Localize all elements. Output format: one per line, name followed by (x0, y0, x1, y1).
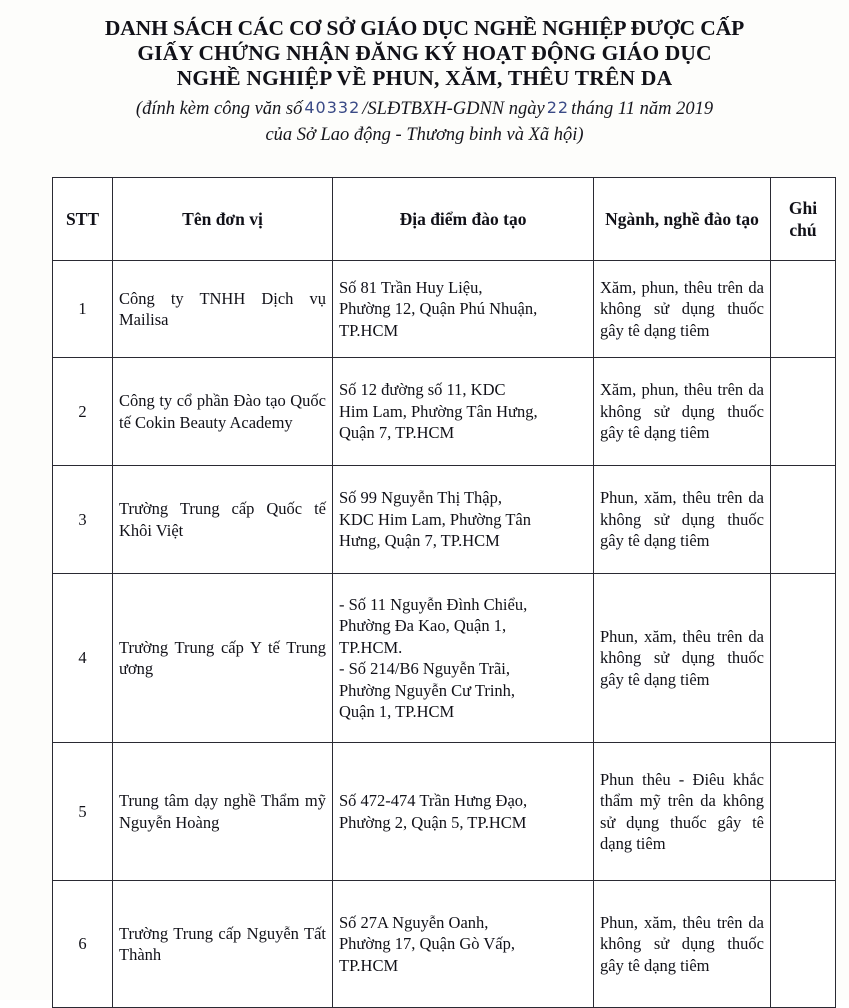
table-header (53, 178, 836, 261)
cell-unit-name: Công ty cổ phần Đào tạo Quốc tế Cokin Beauty Academy (113, 358, 333, 466)
cell-stt: 6 (53, 881, 113, 1008)
cell-stt: 2 (53, 358, 113, 466)
cell-unit-name: Trung tâm dạy nghề Thẩm mỹ Nguyễn Hoàng (113, 743, 333, 881)
cell-unit-name: Trường Trung cấp Y tế Trung ương (113, 574, 333, 743)
cell-training-location (333, 466, 594, 574)
cell-note (771, 466, 836, 574)
cell-note (771, 574, 836, 743)
cell-note (771, 358, 836, 466)
column-header-training-field: Ngành, nghề đào tạo (594, 178, 771, 261)
table-row (53, 743, 836, 881)
table-body (53, 261, 836, 1008)
cell-stt: 5 (53, 743, 113, 881)
cell-training-location (333, 743, 594, 881)
address-line: Phường 12, Quận Phú Nhuận, (339, 299, 538, 319)
column-header-note: Ghi chú (771, 178, 836, 261)
cell-note (771, 261, 836, 358)
cell-training-field: Xăm, phun, thêu trên da không sử dụng thuốc gây tê dạng tiêm (594, 358, 771, 466)
address-line: Phường 17, Quận Gò Vấp, (339, 934, 515, 954)
document-title-line-1: DANH SÁCH CÁC CƠ SỞ GIÁO DỤC NGHỀ NGHIỆP ĐƯỢC CẤP (104, 16, 745, 40)
address-line: - Số 214/B6 Nguyễn Trãi, (339, 659, 510, 678)
address-line: TP.HCM (339, 320, 399, 340)
cell-unit-name: Công ty TNHH Dịch vụ Mailisa (113, 261, 333, 358)
cell-note (771, 743, 836, 881)
subtitle-prefix: (đính kèm công văn số (135, 99, 303, 119)
address-line: Số 27A Nguyễn Oanh, (339, 912, 489, 932)
table-row (53, 574, 836, 743)
address-line: Quận 7, TP.HCM (339, 423, 455, 443)
address-line: Số 81 Trần Huy Liệu, (339, 277, 483, 297)
cell-training-field: Phun, xăm, thêu trên da không sử dụng thuốc gây tê dạng tiêm (594, 881, 771, 1008)
cell-training-field: Phun thêu - Điêu khắc thẩm mỹ trên da không sử dụng thuốc gây tê dạng tiêm (594, 743, 771, 881)
cell-note (771, 881, 836, 1008)
address-line: Phường Nguyễn Cư Trinh, (339, 680, 516, 700)
cell-stt: 3 (53, 466, 113, 574)
handwritten-document-number: 40332 (304, 98, 361, 117)
address-line: Số 99 Nguyễn Thị Thập, (339, 488, 503, 508)
column-header-unit-name: Tên đơn vị (113, 178, 333, 261)
table-row (53, 466, 836, 574)
address-line: Him Lam, Phường Tân Hưng, (339, 401, 538, 421)
cell-stt: 1 (53, 261, 113, 358)
column-header-stt: STT (53, 178, 113, 261)
table-row (53, 881, 836, 1008)
address-line: TP.HCM. (339, 637, 403, 657)
cell-training-location (333, 881, 594, 1008)
cell-training-field: Xăm, phun, thêu trên da không sử dụng thuốc gây tê dạng tiêm (594, 261, 771, 358)
document-header (0, 0, 849, 148)
address-line: Quận 1, TP.HCM (339, 702, 455, 721)
subtitle-suffix: tháng 11 năm 2019 (571, 99, 714, 119)
cell-unit-name: Trường Trung cấp Nguyễn Tất Thành (113, 881, 333, 1008)
address-line: - Số 11 Nguyễn Đình Chiểu, (339, 594, 528, 614)
address-line: TP.HCM (339, 955, 399, 975)
table-row (53, 261, 836, 358)
cell-training-field: Phun, xăm, thêu trên da không sử dụng thuốc gây tê dạng tiêm (594, 574, 771, 743)
table-header-row (53, 178, 836, 261)
document-subtitle-line-1 (0, 96, 849, 122)
subtitle-middle: /SLĐTBXH-GDNN ngày (362, 99, 545, 119)
document-title-line-2: GIẤY CHỨNG NHẬN ĐĂNG KÝ HOẠT ĐỘNG GIÁO DỤC (137, 41, 712, 65)
handwritten-day: 22 (546, 98, 570, 117)
registration-table-container (52, 177, 835, 1008)
cell-training-location (333, 261, 594, 358)
address-line: Số 472-474 Trần Hưng Đạo, (339, 791, 528, 810)
document-subtitle-line-2: của Sở Lao động - Thương binh và Xã hội) (265, 125, 584, 145)
cell-training-location (333, 358, 594, 466)
address-line: KDC Him Lam, Phường Tân (339, 509, 531, 529)
cell-unit-name: Trường Trung cấp Quốc tế Khôi Việt (113, 466, 333, 574)
address-line: Phường Đa Kao, Quận 1, (339, 616, 507, 635)
document-title-line-3: NGHỀ NGHIỆP VỀ PHUN, XĂM, THÊU TRÊN DA (176, 66, 673, 90)
table-row (53, 358, 836, 466)
cell-training-location (333, 574, 594, 743)
registration-table (52, 177, 836, 1008)
address-line: Hưng, Quận 7, TP.HCM (339, 531, 500, 551)
address-line: Phường 2, Quận 5, TP.HCM (339, 812, 527, 832)
cell-stt: 4 (53, 574, 113, 743)
column-header-training-location: Địa điểm đào tạo (333, 178, 594, 261)
cell-training-field: Phun, xăm, thêu trên da không sử dụng thuốc gây tê dạng tiêm (594, 466, 771, 574)
address-line: Số 12 đường số 11, KDC (339, 380, 506, 400)
